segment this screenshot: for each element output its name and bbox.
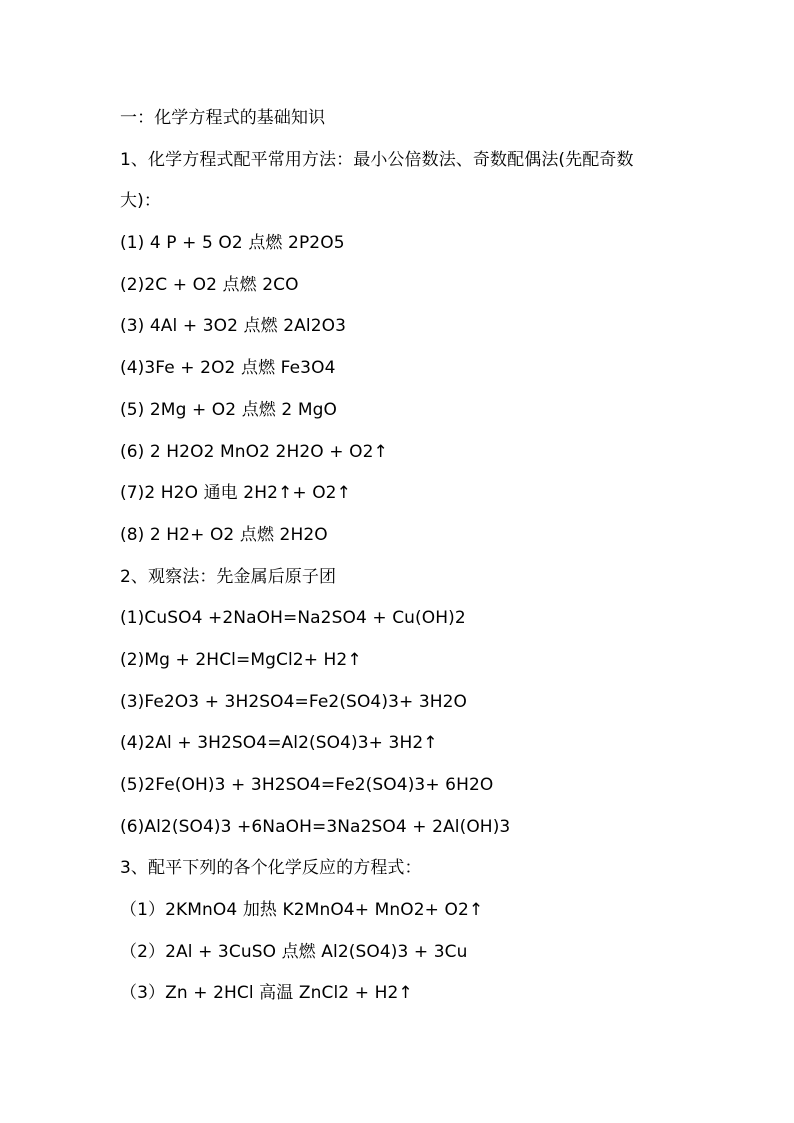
equation-line: (1) 4 P + 5 O2 点燃 2P2O5 <box>120 233 345 254</box>
equation-line: (5)2Fe(OH)3 + 3H2SO4=Fe2(SO4)3+ 6H2O <box>120 775 494 795</box>
equation-line: (3)Fe2O3 + 3H2SO4=Fe2(SO4)3+ 3H2O <box>120 691 468 712</box>
equation-line: (3) 4Al + 3O2 点燃 2Al2O3 <box>120 316 347 337</box>
exercise-equation: （2）2Al + 3CuSO 点燃 Al2(SO4)3 + 3Cu <box>120 941 468 962</box>
equation-line: (2)2C + O2 点燃 2CO <box>120 274 299 295</box>
document-body <box>120 104 680 1021</box>
method-heading-continuation: 大)： <box>120 191 161 212</box>
method-heading-balancing: 1、化学方程式配平常用方法：最小公倍数法、奇数配偶法(先配奇数 <box>120 149 634 170</box>
equation-line: (5) 2Mg + O2 点燃 2 MgO <box>120 399 337 420</box>
method-heading-observation: 2、观察法：先金属后原子团 <box>120 566 337 587</box>
equation-line: (8) 2 H2+ O2 点燃 2H2O <box>120 524 328 545</box>
equation-line: (6) 2 H2O2 MnO2 2H2O + O2↑ <box>120 441 388 462</box>
equation-line: (7)2 H2O 通电 2H2↑+ O2↑ <box>120 483 351 504</box>
equation-line: (6)Al2(SO4)3 +6NaOH=3Na2SO4 + 2Al(OH)3 <box>120 816 511 837</box>
exercise-equation: （3）Zn + 2HCl 高温 ZnCl2 + H2↑ <box>120 983 413 1004</box>
equation-line: (4)3Fe + 2O2 点燃 Fe3O4 <box>120 358 336 379</box>
exercise-heading: 3、配平下列的各个化学反应的方程式： <box>120 858 422 879</box>
equation-line: (2)Mg + 2HCl=MgCl2+ H2↑ <box>120 649 362 670</box>
equation-line: (4)2Al + 3H2SO4=Al2(SO4)3+ 3H2↑ <box>120 733 438 754</box>
section-heading-basics: 一：化学方程式的基础知识 <box>120 108 326 128</box>
exercise-equation: （1）2KMnO4 加热 K2MnO4+ MnO2+ O2↑ <box>120 900 484 921</box>
equation-line: (1)CuSO4 +2NaOH=Na2SO4 + Cu(OH)2 <box>120 608 466 629</box>
